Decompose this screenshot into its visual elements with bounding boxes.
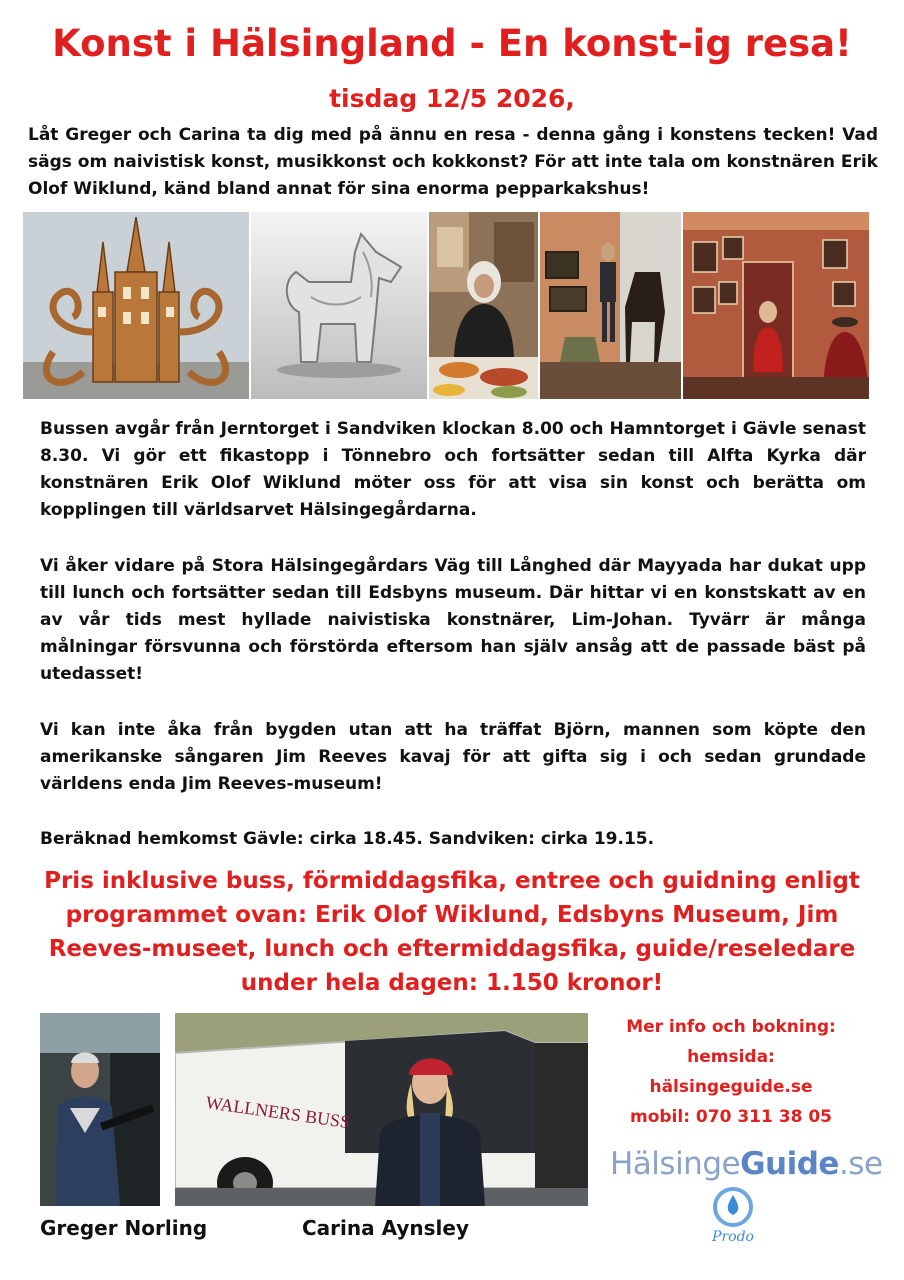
intro-paragraph: Låt Greger och Carina ta dig med på ännu en resa - denna gång i konstens tecken! Vad sägs om naivistisk konst, musikkonst och kokkonst? För att inte tala om konstnären Erik Olof Wiklund, känd bland annat för sina enorma pepparkakshus! bbox=[28, 125, 878, 199]
paragraph-itinerary-1: Bussen avgår från Jerntorget i Sandviken klockan 8.00 och Hamntorget i Gävle senast 8.30. Vi gör ett fikastopp i Tönnebro och fortsätter sedan till Alfta Kyrka där konstnären Erik Olof Wiklund möter oss för att visa sin konst och berätta om kopplingen till världsarvet Hälsingegårdarna. bbox=[40, 419, 866, 520]
museum-chair-photo bbox=[540, 212, 681, 399]
contact-phone[interactable]: mobil: 070 311 38 05 bbox=[630, 1107, 832, 1127]
contact-heading: Mer info och bokning: bbox=[626, 1017, 836, 1037]
contact-website-label: hemsida: bbox=[687, 1047, 775, 1067]
jim-reeves-museum-photo bbox=[683, 212, 869, 399]
prodo-logo-mark bbox=[705, 1185, 761, 1245]
dala-horse-photo bbox=[251, 212, 427, 399]
event-date: tisdag 12/5 2026, bbox=[329, 84, 575, 113]
prodo-text: Prodo bbox=[712, 1229, 754, 1245]
contact-block bbox=[600, 1012, 862, 1132]
guide-name-greger: Greger Norling bbox=[40, 1216, 208, 1240]
paragraph-itinerary-2: Vi åker vidare på Stora Hälsingegårdars Väg till Långhed där Mayyada har dukat upp till lunch och fortsätter sedan till Edsbyns museum. Där hittar vi en konstskatt av en av vår tids mest hyllade naivistiska konstnärer, Lim-Johan. Tyvärr är många målningar försvunna och förstörda eftersom han själv ansåg att de passade bäst på utedasset! bbox=[40, 556, 866, 684]
carina-bus-photo bbox=[175, 1013, 588, 1206]
guide-name-carina: Carina Aynsley bbox=[302, 1216, 469, 1240]
greger-photo bbox=[40, 1013, 160, 1206]
page-title: Konst i Hälsingland - En konst-ig resa! bbox=[52, 22, 852, 65]
gingerbread-house-photo bbox=[23, 212, 249, 399]
return-time: Beräknad hemkomst Gävle: cirka 18.45. Sandviken: cirka 19.15. bbox=[40, 829, 655, 849]
paragraph-itinerary-3: Vi kan inte åka från bygden utan att ha träffat Björn, mannen som köpte den amerikanske sångaren Jim Reeves kavaj för att gifta sig i och sedan grundade världens enda Jim Reeves-museum! bbox=[40, 720, 866, 794]
logo-part-se: .se bbox=[838, 1146, 883, 1182]
price-info: Pris inklusive buss, förmiddagsfika, entree och guidning enligt programmet ovan: Erik Olof Wiklund, Edsbyns Museum, Jim Reeves-museet, lunch och eftermiddagsfika, guide/reseledare under hela dagen: 1.150 kronor! bbox=[44, 868, 860, 996]
logo-part-halsinge: Hälsinge bbox=[610, 1146, 741, 1182]
logo-part-guide: Guide bbox=[740, 1146, 839, 1182]
halsingeguide-logo bbox=[610, 1146, 883, 1182]
chef-food-photo bbox=[429, 212, 538, 399]
contact-website-link[interactable]: hälsingeguide.se bbox=[649, 1077, 813, 1097]
bus-text: WALLNERS BUSS bbox=[204, 1092, 352, 1133]
